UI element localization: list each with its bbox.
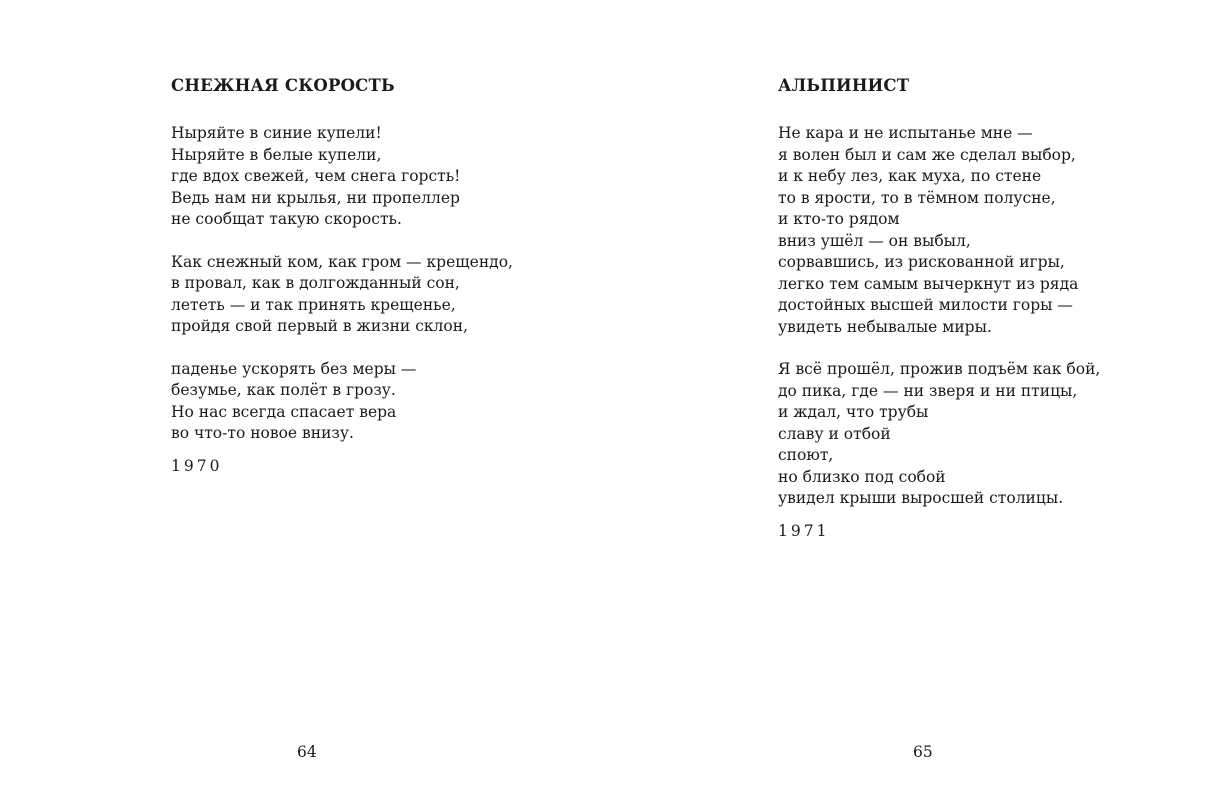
verse-line: но близко под собой [778, 467, 946, 486]
verse-line: где вдох свежей, чем снега горсть! [171, 167, 461, 185]
verse-line: Ведь нам ни крылья, ни пропеллер [171, 188, 460, 207]
stanza [171, 359, 513, 445]
verse-line: и кто-то рядом [778, 210, 900, 228]
verse-line: лететь — и так принять крещенье, [171, 295, 456, 314]
stanza [778, 123, 1100, 338]
poem-title: АЛЬПИНИСТ [778, 76, 910, 95]
poem-snezhnaya-skorost [171, 75, 513, 477]
verse-line: безумье, как полёт в грозу. [171, 381, 396, 399]
page-number: 64 [297, 743, 317, 761]
poem-year: 1970 [171, 456, 223, 475]
stanza [171, 252, 513, 338]
verse-line: вниз ушёл — он выбыл, [778, 231, 971, 250]
verse-line: споют, [778, 446, 834, 464]
verse-line: не сообщат такую скорость. [171, 210, 402, 228]
stanza [778, 359, 1100, 510]
verse-line: сорвавшись, из рискованной игры, [778, 253, 1065, 271]
verse-line: увидел крыши выросшей столицы. [778, 489, 1064, 507]
verse-line: во что-то новое внизу. [171, 424, 354, 442]
verse-line: то в ярости, то в тёмном полусне, [778, 188, 1056, 207]
verse-line: и ждал, что трубы [778, 403, 929, 421]
verse-line: увидеть небывалые миры. [778, 317, 992, 336]
verse-line: до пика, где — ни зверя и ни птицы, [778, 381, 1078, 400]
verse-line: в провал, как в долгожданный сон, [171, 274, 460, 292]
verse-line: славу и отбой [778, 424, 891, 443]
verse-line: паденье ускорять без меры — [171, 359, 417, 378]
stanza [171, 123, 513, 231]
poem-title: СНЕЖНАЯ СКОРОСТЬ [171, 76, 395, 95]
verse-line: пройдя свой первый в жизни склон, [171, 317, 468, 335]
page-number: 65 [913, 743, 933, 761]
verse-line: Ныряйте в синие купели! [171, 124, 382, 142]
verse-line: я волен был и сам же сделал выбор, [778, 145, 1076, 164]
right-page [615, 0, 1230, 800]
verse-line: Как снежный ком, как гром — крещендо, [171, 252, 513, 271]
verse-line: легко тем самым вычеркнут из ряда [778, 274, 1079, 293]
poem-year: 1971 [778, 521, 830, 540]
verse-line: Ныряйте в белые купели, [171, 145, 382, 164]
verse-line: Но нас всегда спасает вера [171, 402, 397, 421]
verse-line: и к небу лез, как муха, по стене [778, 167, 1042, 185]
poem-alpinist [778, 75, 1100, 542]
verse-line: достойных высшей милости горы — [778, 296, 1073, 314]
verse-line: Я всё прошёл, прожив подъём как бой, [778, 360, 1101, 378]
verse-line: Не кара и не испытанье мне — [778, 124, 1033, 142]
